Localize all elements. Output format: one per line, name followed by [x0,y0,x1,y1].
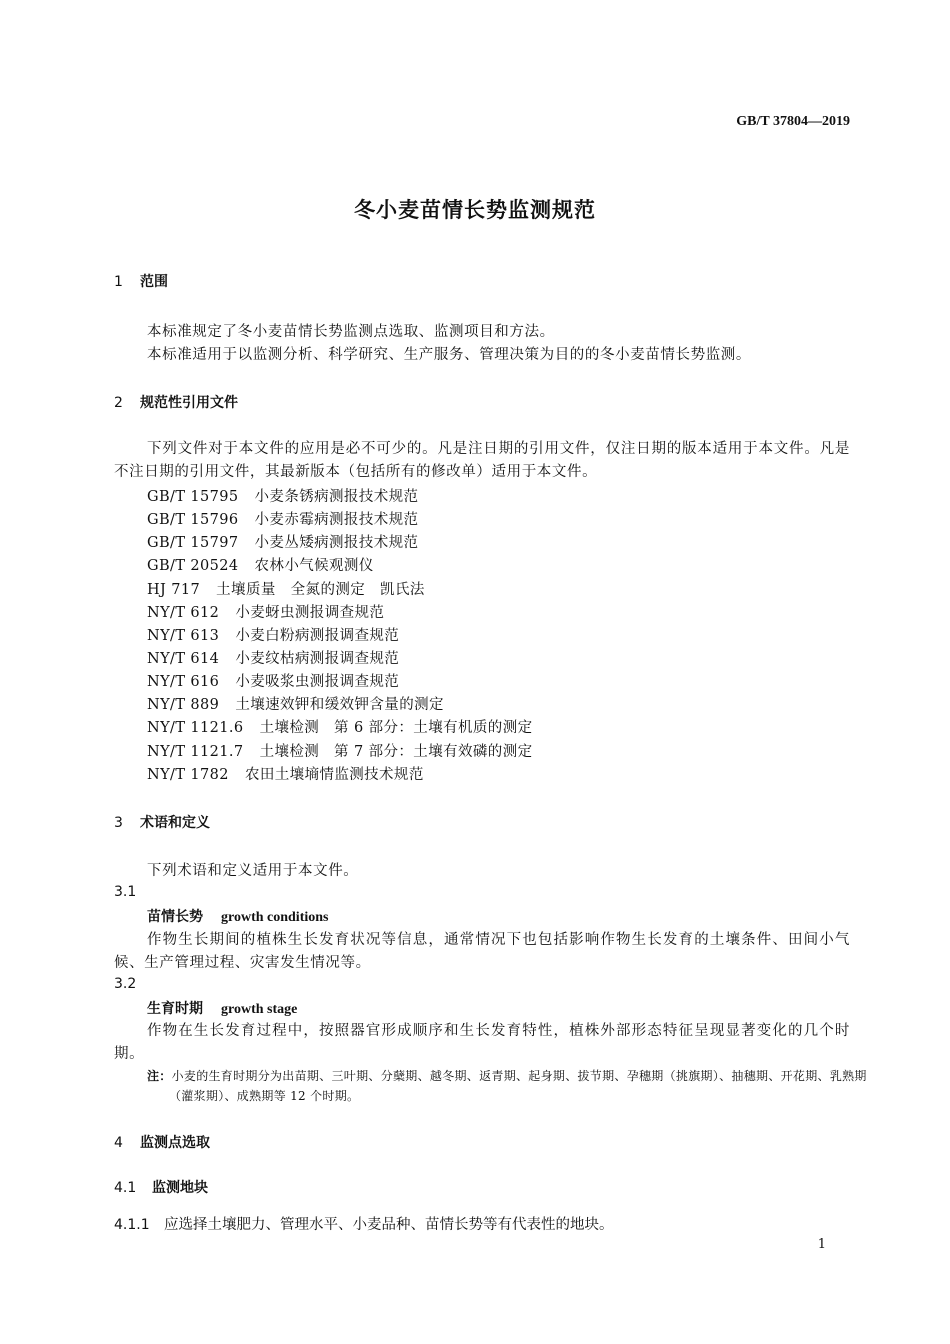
section-title: 规范性引用文件 [140,395,238,411]
subsection-4-1-heading [114,1177,208,1197]
reference-item [147,578,425,599]
term-en: growth stage [221,1002,298,1017]
term-number: 3.2 [114,976,137,992]
reference-code: NY/T 613 [147,628,220,644]
reference-name: 农田土壤墒情监测技术规范 [244,767,424,783]
reference-code: NY/T 616 [147,674,220,690]
term-en: growth conditions [221,910,329,925]
reference-item [147,670,399,691]
scope-paragraph-1: 本标准规定了冬小麦苗情长势监测点选取、监测项目和方法。 [147,324,555,340]
reference-item [147,763,424,784]
term-definition: 作物生长期间的植株生长发育状况等信息，通常情况下也包括影响作物生长发育的土壤条件、田间小气候、生产管理过程、灾害发生情况等。 [114,932,850,971]
reference-item [147,647,399,668]
reference-item [147,624,399,645]
reference-name: 小麦白粉病测报调查规范 [235,628,400,644]
note-label: 注： [147,1069,172,1083]
term-note [147,1066,872,1106]
reference-name: 小麦蚜虫测报调查规范 [235,605,385,621]
section-number: 4 [114,1135,123,1151]
reference-name: 土壤检测 第 7 部分：土壤有效磷的测定 [259,744,533,760]
page-title: 冬小麦苗情长势监测规范 [354,198,596,222]
reference-name: 土壤检测 第 6 部分：土壤有机质的测定 [259,720,533,736]
reference-item [147,554,374,575]
section-title: 监测点选取 [140,1135,210,1151]
section-4-heading [114,1132,210,1152]
term-number: 3.1 [114,884,137,900]
reference-code: NY/T 1782 [147,767,229,783]
reference-name: 土壤速效钾和缓效钾含量的测定 [235,697,444,713]
clause-number: 4.1.1 [114,1217,150,1233]
reference-code: NY/T 614 [147,651,220,667]
clause-4-1-1 [114,1213,614,1234]
term-definition: 作物在生长发育过程中，按照器官形成顺序和生长发育特性，植株外部形态特征呈现显著变化的几个时期。 [114,1023,850,1062]
section-1-heading [114,271,168,291]
reference-code: HJ 717 [147,582,201,598]
reference-item [147,601,384,622]
subsection-number: 4.1 [114,1180,137,1196]
reference-code: GB/T 15795 [147,489,239,505]
standard-code: GB/T 37804—2019 [736,114,850,129]
section-number: 2 [114,395,123,411]
reference-item [147,716,533,737]
reference-name: 小麦条锈病测报技术规范 [254,489,419,505]
term-zh: 苗情长势 [147,909,203,925]
reference-item [147,485,418,506]
section-2-heading [114,392,238,412]
term-heading [147,998,297,1018]
reference-item [147,693,444,714]
reference-code: NY/T 612 [147,605,220,621]
reference-code: GB/T 15796 [147,512,239,528]
reference-name: 小麦吸浆虫测报调查规范 [235,674,400,690]
reference-name: 农林小气候观测仪 [254,558,374,574]
section-title: 术语和定义 [140,815,210,831]
section-3-heading [114,812,210,832]
page-number: 1 [817,1237,826,1252]
reference-item [147,531,418,552]
clause-text: 应选择土壤肥力、管理水平、小麦品种、苗情长势等有代表性的地块。 [164,1217,614,1233]
terms-intro: 下列术语和定义适用于本文件。 [147,863,359,879]
term-heading [147,906,328,926]
reference-item [147,508,418,529]
reference-name: 土壤质量 全氮的测定 凯氏法 [216,582,425,598]
note-text: 小麦的生育时期分为出苗期、三叶期、分蘖期、越冬期、返青期、起身期、拔节期、孕穗期（挑旗期）、抽穗期、开花期、乳熟期（灌浆期）、成熟期等 12 个时期。 [169,1069,867,1103]
reference-item [147,740,533,761]
section-title: 范围 [140,274,168,290]
section-number: 1 [114,274,123,290]
reference-name: 小麦纹枯病测报调查规范 [235,651,400,667]
reference-name: 小麦赤霉病测报技术规范 [254,512,419,528]
subsection-title: 监测地块 [152,1180,208,1196]
reference-name: 小麦丛矮病测报技术规范 [254,535,419,551]
section-number: 3 [114,815,123,831]
reference-code: NY/T 1121.6 [147,720,244,736]
scope-paragraph-2: 本标准适用于以监测分析、科学研究、生产服务、管理决策为目的的冬小麦苗情长势监测。 [147,347,751,363]
reference-code: GB/T 15797 [147,535,239,551]
reference-code: GB/T 20524 [147,558,239,574]
reference-code: NY/T 1121.7 [147,744,244,760]
reference-code: NY/T 889 [147,697,220,713]
references-intro: 下列文件对于本文件的应用是必不可少的。凡是注日期的引用文件，仅注日期的版本适用于本文件。凡是不注日期的引用文件，其最新版本（包括所有的修改单）适用于本文件。 [114,441,850,480]
term-zh: 生育时期 [147,1001,203,1017]
